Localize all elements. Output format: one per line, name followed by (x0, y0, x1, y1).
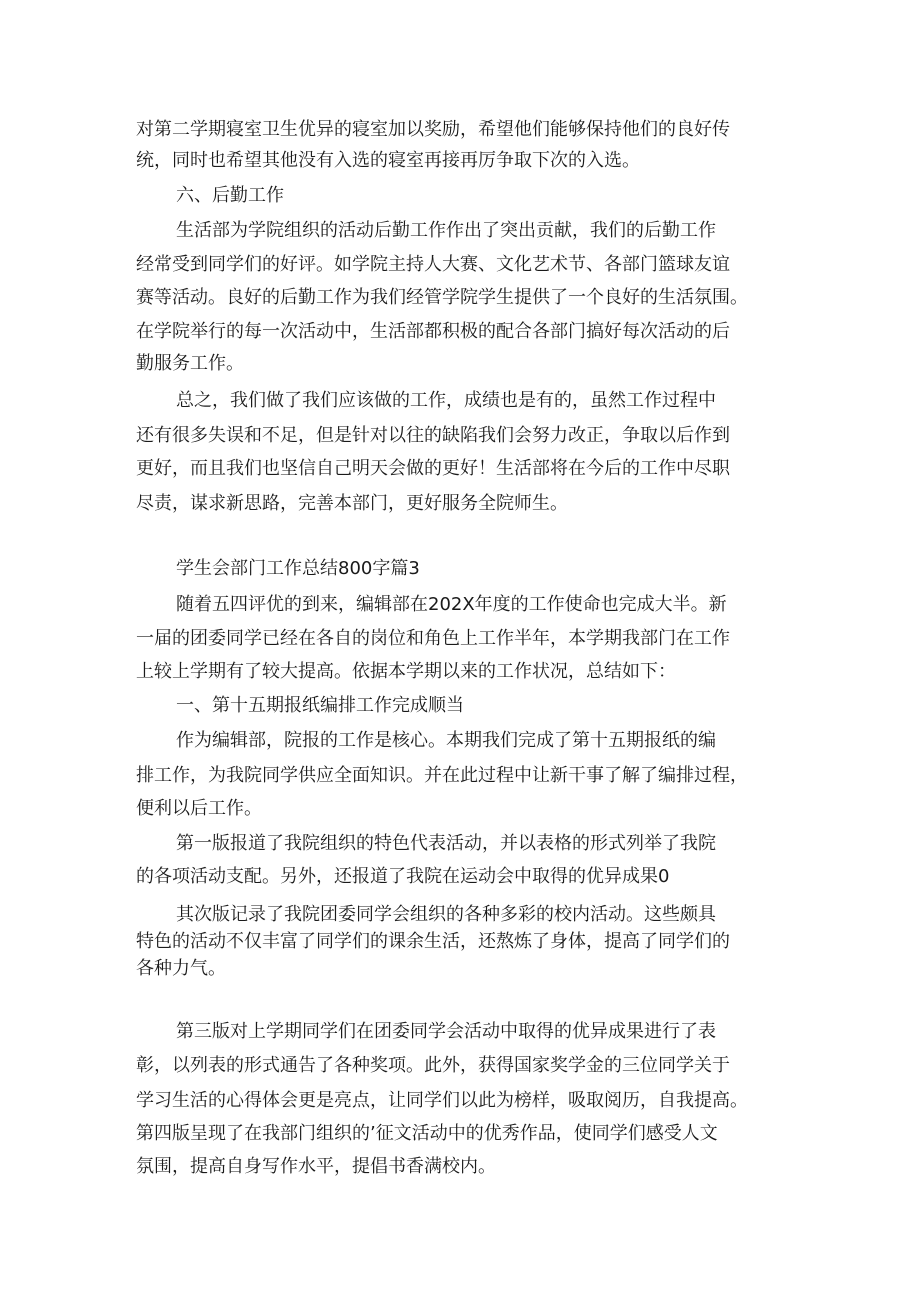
text-line: 学习生活的心得体会更是亮点，让同学们以此为榜样，吸取阅历，自我提高。 (136, 1090, 748, 1111)
text-line: 尽责，谋求新思路，完善本部门，更好服务全院师生。 (136, 493, 568, 514)
text-line: 排工作，为我院同学供应全面知识。并在此过程中让新干事了解了编排过程， (136, 765, 748, 786)
text-line: 还有很多失误和不足，但是针对以往的缺陷我们会努力改正，争取以后作到 (136, 425, 730, 446)
text-line: 赛等活动。良好的后勤工作为我们经管学院学生提供了一个良好的生活氛围。 (136, 287, 748, 308)
text-line: 在学院举行的每一次活动中，生活部都积极的配合各部门搞好每次活动的后 (136, 321, 730, 342)
text-line: 的各项活动支配。另外，还报道了我院在运动会中取得的优异成果0 (136, 866, 670, 887)
text-line: 上较上学期有了较大提高。依据本学期以来的工作状况，总结如下： (136, 661, 676, 682)
text-line: 统，同时也希望其他没有入选的寝室再接再厉争取下次的入选。 (136, 150, 640, 171)
text-line: 总之，我们做了我们应该做的工作，成绩也是有的，虽然工作过程中 (176, 390, 716, 411)
text-line: 便利以后工作。 (136, 798, 262, 819)
text-line: 一届的团委同学已经在各自的岗位和角色上工作半年，本学期我部门在工作 (136, 628, 730, 649)
text-line: 经常受到同学们的好评。如学院主持人大赛、文化艺术节、各部门篮球友谊 (136, 254, 730, 275)
text-line: 特色的活动不仅丰富了同学们的课余生活，还熬炼了身体，提高了同学们的 (136, 931, 730, 952)
text-line: 第四版呈现了在我部门组织的’征文活动中的优秀作品，使同学们感受人文 (136, 1123, 718, 1144)
text-line: 勤服务工作。 (136, 353, 244, 374)
text-line: 彰，以列表的形式通告了各种奖项。此外，获得国家奖学金的三位同学关于 (136, 1055, 730, 1076)
text-line: 其次版记录了我院团委同学会组织的各种多彩的校内活动。这些颇具 (176, 904, 716, 925)
text-line: 作为编辑部，院报的工作是核心。本期我们完成了第十五期报纸的编 (176, 730, 716, 751)
section-heading: 一、第十五期报纸编排工作完成顺当 (176, 695, 464, 716)
text-line: 第三版对上学期同学们在团委同学会活动中取得的优异成果进行了表 (176, 1021, 716, 1042)
text-line: 生活部为学院组织的活动后勤工作作出了突出贡献，我们的后勤工作 (176, 220, 716, 241)
text-line: 氛围，提高自身写作水平，提倡书香满校内。 (136, 1156, 496, 1177)
text-line: 更好，而且我们也坚信自己明天会做的更好！生活部将在今后的工作中尽职 (136, 458, 730, 479)
article-title: 学生会部门工作总结800字篇3 (176, 558, 420, 579)
text-line: 各种力气。 (136, 958, 226, 979)
text-line: 第一版报道了我院组织的特色代表活动，并以表格的形式列举了我院 (176, 833, 716, 854)
text-line: 随着五四评优的到来，编辑部在202X年度的工作使命也完成大半。新 (176, 594, 727, 615)
text-line: 对第二学期寝室卫生优异的寝室加以奖励，希望他们能够保持他们的良好传 (136, 119, 730, 140)
section-heading: 六、后勤工作 (176, 185, 284, 206)
